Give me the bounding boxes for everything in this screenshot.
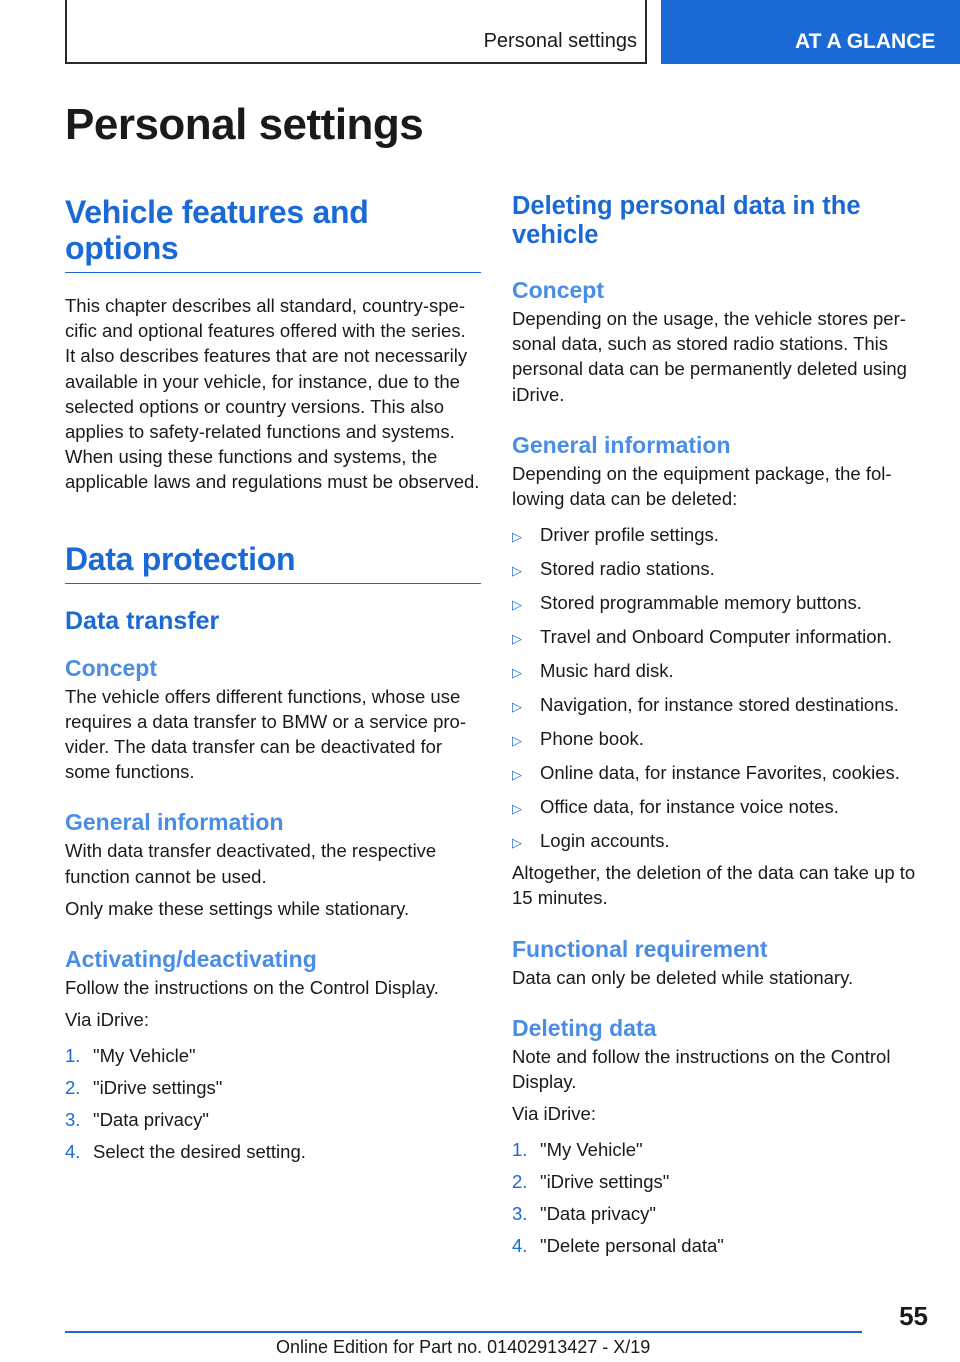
step-item: 1. "My Vehicle" (512, 1139, 643, 1161)
deleting-steps (512, 1137, 922, 1258)
list-item: ▷ Stored radio stations. (512, 556, 922, 583)
functional-requirement-heading: Functional requirement (512, 935, 768, 962)
bullet-triangle-icon: ▷ (512, 631, 522, 647)
list-item: ▷ Navigation, for instance stored destinations. (512, 692, 922, 719)
data-transfer-heading: Data transfer (65, 606, 220, 635)
step-item: 2. "iDrive settings" (65, 1077, 223, 1099)
list-item: ▷ Office data, for instance voice notes. (512, 794, 922, 821)
step-item: 2. "iDrive settings" (512, 1171, 670, 1193)
bullet-triangle-icon: ▷ (512, 835, 522, 851)
deleting-general-heading: General information (512, 431, 731, 458)
list-item: ▷ Login accounts. (512, 828, 922, 855)
step-item: 1. "My Vehicle" (65, 1045, 196, 1067)
activating-via-idrive: Via iDrive: (65, 1009, 149, 1031)
transfer-concept-heading: Concept (65, 654, 157, 681)
transfer-stationary-text: Only make these settings while stationary. (65, 897, 410, 919)
deleting-concept-text: Depending on the usage, the vehicle stores personal data, such as stored radio stations. This personal data can be permanently deleted using iDrive. (512, 308, 907, 405)
step-item: 3. "Data privacy" (512, 1203, 656, 1225)
transfer-general-heading: General information (65, 809, 284, 836)
footer-edition: Online Edition for Part no. 01402913427 - X/19 (276, 1337, 651, 1357)
header-chapter-tab[interactable] (661, 0, 960, 64)
activating-instructions: Follow the instructions on the Control Display. (65, 977, 439, 999)
data-protection-heading: Data protection (65, 541, 481, 584)
transfer-general-text: With data transfer deactivated, the respective function cannot be used. (65, 840, 437, 887)
bullet-triangle-icon: ▷ (512, 767, 522, 783)
right-column (512, 192, 922, 1258)
header-chapter-label: AT A GLANCE (795, 30, 936, 53)
header-section-title: Personal settings (483, 30, 637, 52)
activating-heading: Activating/deactivating (65, 946, 317, 973)
deleting-general-text: Depending on the equipment package, the following data can be deleted: (512, 462, 892, 510)
bullet-triangle-icon: ▷ (512, 563, 522, 579)
left-column (65, 194, 481, 1164)
bullet-triangle-icon: ▷ (512, 529, 522, 545)
bullet-triangle-icon: ▷ (512, 801, 522, 817)
deleting-concept-heading: Concept (512, 277, 604, 303)
step-item: 4. Select the desired setting. (65, 1141, 306, 1163)
list-item: ▷ Driver profile settings. (512, 522, 922, 549)
deleting-personal-data-heading: Deleting personal data in the vehicle (512, 192, 861, 249)
bullet-triangle-icon: ▷ (512, 733, 522, 749)
footer-rule (65, 1331, 862, 1333)
list-item: ▷ Online data, for instance Favorites, cookies. (512, 760, 922, 787)
features-heading: Vehicle features and options (65, 194, 481, 273)
list-item: ▷ Stored programmable memory buttons. (512, 590, 922, 617)
transfer-concept-text: The vehicle offers different functions, whose use requires a data transfer to BMW or a service provider. The data transfer can be deactivated for some functions. (65, 685, 466, 783)
bullet-triangle-icon: ▷ (512, 699, 522, 715)
deleting-data-instructions: Note and follow the instructions on the Control Display. (512, 1045, 891, 1093)
deletable-data-list (512, 522, 922, 855)
deletion-duration-text: Altogether, the deletion of the data can take up to 15 minutes. (512, 862, 916, 909)
features-text: This chapter describes all standard, country-specific and optional features offered with the series. It also describes features that are not necessarily available in your vehicle, for instance, due to the selected options or country versions. This also applies to safety-related functions and systems. When using these functions and systems, the applicable laws and regulations must be observed. (65, 295, 480, 493)
bullet-triangle-icon: ▷ (512, 665, 522, 681)
page-title: Personal settings (65, 100, 424, 149)
page-number: 55 (899, 1301, 928, 1331)
activating-steps (65, 1043, 481, 1164)
step-item: 3. "Data privacy" (65, 1109, 209, 1131)
step-item: 4. "Delete personal data" (512, 1235, 724, 1257)
list-item: ▷ Travel and Onboard Computer information. (512, 624, 922, 651)
list-item: ▷ Phone book. (512, 726, 922, 753)
list-item: ▷ Music hard disk. (512, 658, 922, 685)
deleting-via-idrive: Via iDrive: (512, 1103, 596, 1125)
functional-requirement-text: Data can only be deleted while stationary. (512, 966, 854, 988)
bullet-triangle-icon: ▷ (512, 597, 522, 613)
deleting-data-heading: Deleting data (512, 1014, 657, 1041)
